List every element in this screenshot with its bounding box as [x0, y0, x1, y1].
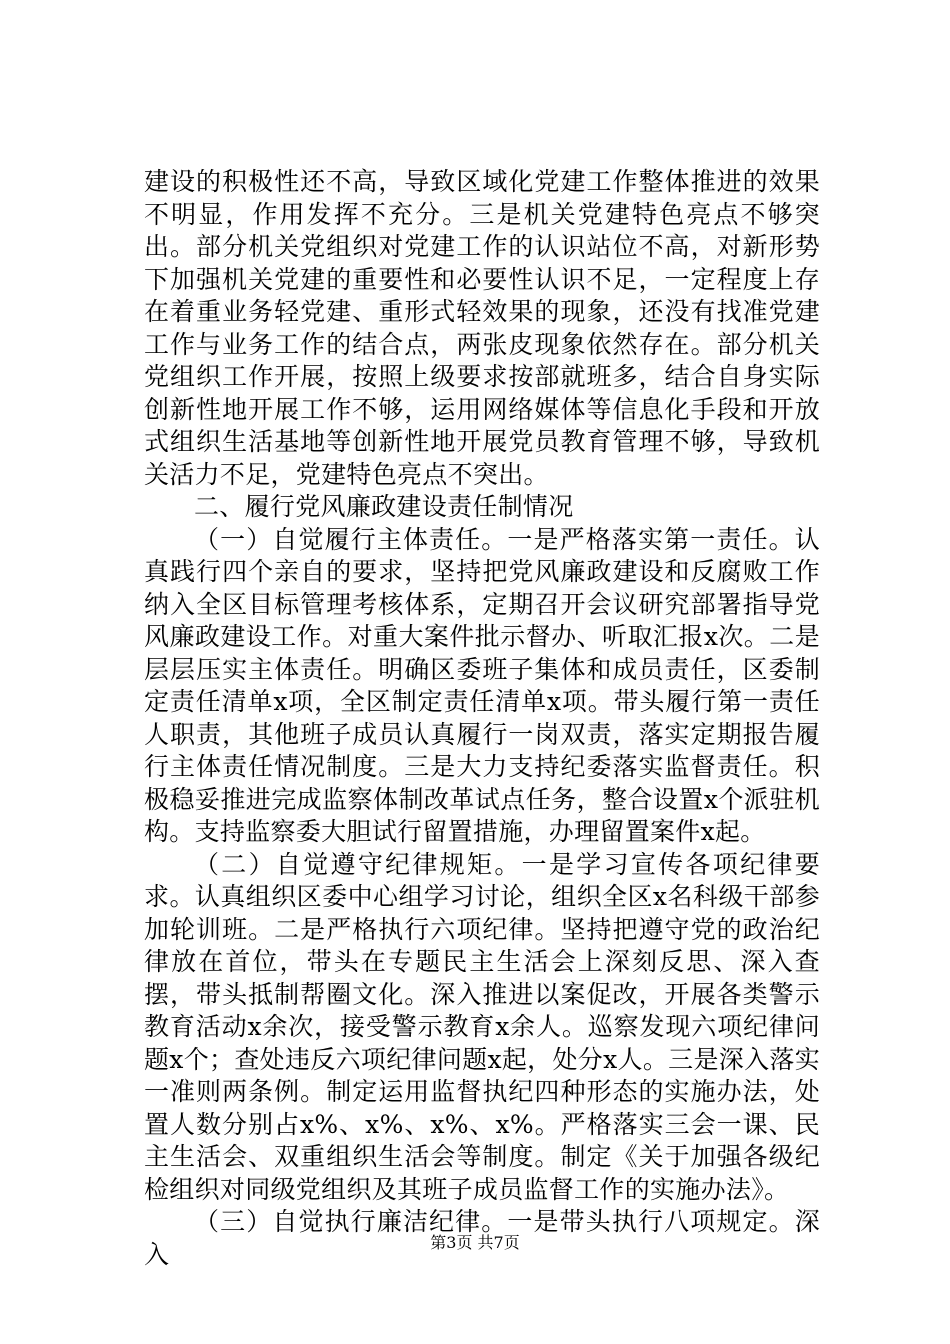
paragraph-continued: 建设的积极性还不高，导致区域化党建工作整体推进的效果不明显，作用发挥不充分。三是机关党建特色亮点不够突出。部分机关党组织对党建工作的认识站位不高，对新形势下加强机关党建的重要性和必要性认识不足，一定程度上存在着重业务轻党建、重形式轻效果的现象，还没有找准党建工作与业务工作的结合点，两张皮现象依然存在。部分机关党组织工作开展，按照上级要求按部就班多，结合自身实际创新性地开展工作不够，运用网络媒体等信息化手段和开放式组织生活基地等创新性地开展党员教育管理不够，导致机关活力不足，党建特色亮点不突出。	[144, 167, 820, 489]
paragraph-section-3: （三）自觉执行廉洁纪律。一是带头执行八项规定。深入	[144, 1207, 820, 1269]
section-heading-2: 二、履行党风廉政建设责任制情况	[194, 492, 574, 521]
document-body	[144, 166, 820, 1271]
page-footer: 第3页 共7页	[430, 1233, 520, 1252]
paragraph-section-1: （一）自觉履行主体责任。一是严格落实第一责任。认真践行四个亲自的要求，坚持把党风廉政建设和反腐败工作纳入全区目标管理考核体系，定期召开会议研究部署指导党风廉政建设工作。对重大案件批示督办、听取汇报x次。二是层层压实主体责任。明确区委班子集体和成员责任，区委制定责任清单x项，全区制定责任清单x项。带头履行第一责任人职责，其他班子成员认真履行一岗双责，落实定期报告履行主体责任情况制度。三是大力支持纪委落实监督责任。积极稳妥推进完成监察体制改革试点任务，整合设置x个派驻机构。支持监察委大胆试行留置措施，办理留置案件x起。	[144, 524, 820, 846]
paragraph-section-2: （二）自觉遵守纪律规矩。一是学习宣传各项纪律要求。认真组织区委中心组学习讨论，组织全区x名科级干部参加轮训班。二是严格执行六项纪律。坚持把遵守党的政治纪律放在首位，带头在专题民主生活会上深刻反思、深入查摆，带头抵制帮圈文化。深入推进以案促改，开展各类警示教育活动x余次，接受警示教育x余人。巡察发现六项纪律问题x个；查处违反六项纪律问题x起，处分x人。三是深入落实一准则两条例。制定运用监督执纪四种形态的实施办法，处置人数分别占x%、x%、x%、x%。严格落实三会一课、民主生活会、双重组织生活会等制度。制定《关于加强各级纪检组织对同级党组织及其班子成员监督工作的实施办法》。	[144, 849, 820, 1204]
